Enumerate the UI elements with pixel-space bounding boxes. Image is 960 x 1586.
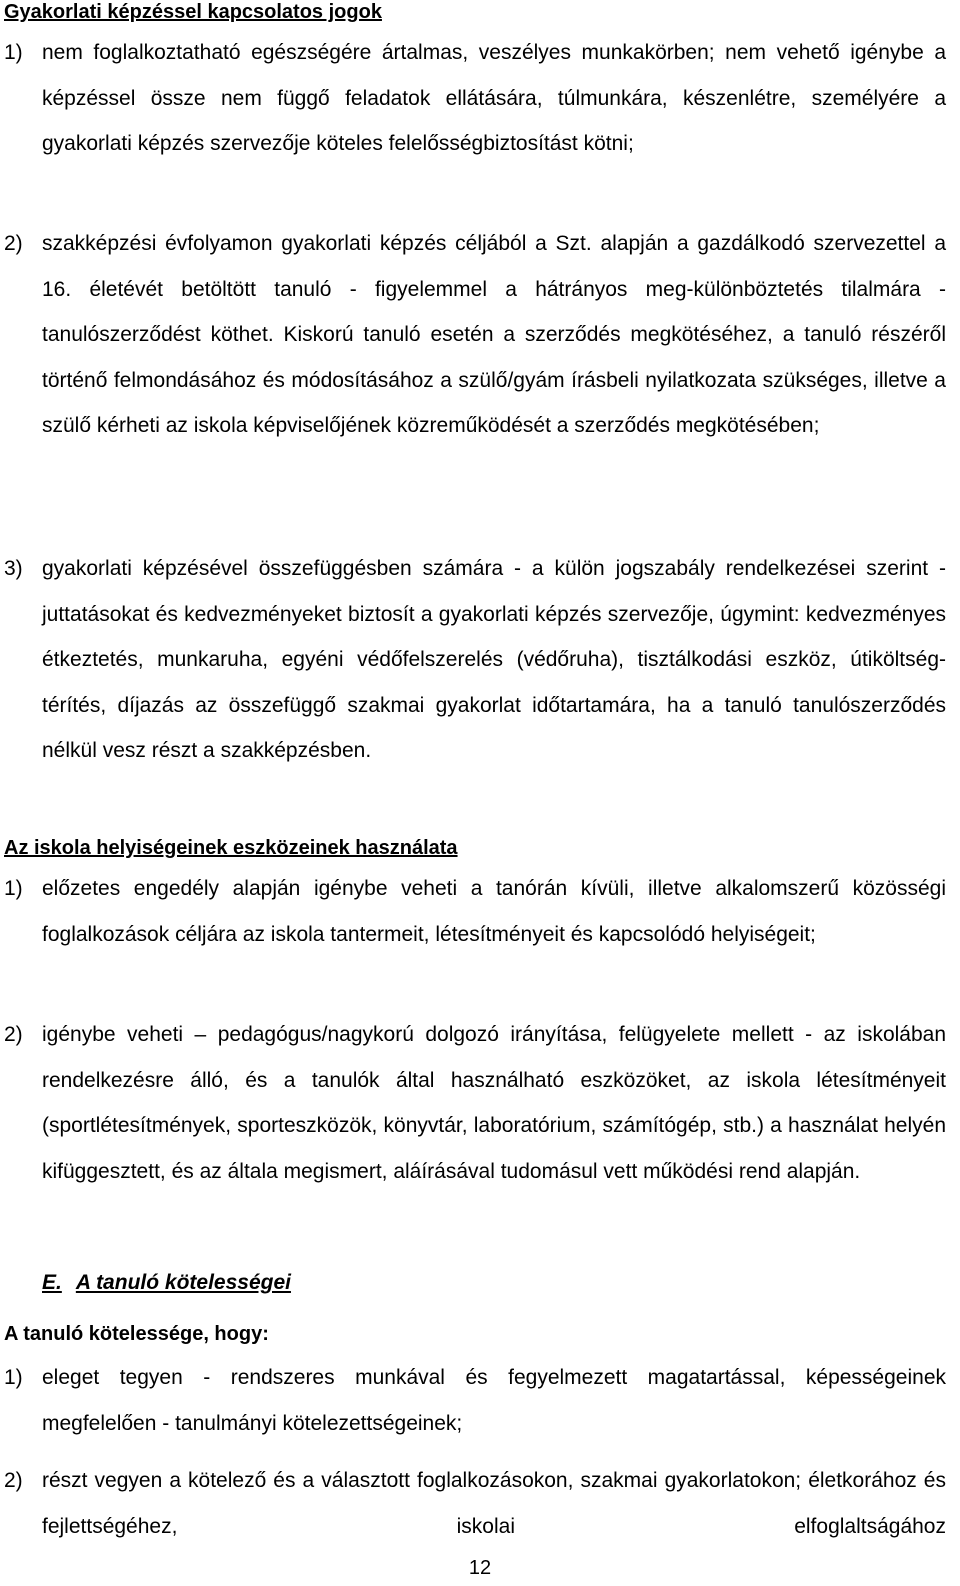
list-item	[0, 221, 946, 449]
subheading: A tanuló kötelessége, hogy:	[4, 1323, 269, 1345]
list-item-text: előzetes engedély alapján igénybe veheti a tanórán kívüli, illetve alkalomszerű közösségi foglalkozások céljára az iskola tantermeit, létesítményeit és kapcsolódó helyiségeit;	[42, 877, 946, 946]
list-item	[0, 1012, 946, 1194]
list-item-number: 1)	[4, 877, 23, 900]
section-name: A tanuló kötelességei	[75, 1271, 291, 1294]
list-item-text: eleget tegyen - rendszeres munkával és fegyelmezett magatartással, képességeinek megfelelően - tanulmányi kötelezettségeinek;	[42, 1366, 946, 1435]
list-item-number: 2)	[4, 1469, 23, 1492]
list-item-number: 2)	[4, 232, 23, 255]
list-item	[0, 1458, 946, 1549]
section-heading-practical-training-rights: Gyakorlati képzéssel kapcsolatos jogok	[4, 1, 382, 23]
list-item-text: gyakorlati képzésével összefüggésben számára - a külön jogszabály rendelkezései szerint - juttatásokat és kedvezményeket biztosít a gyakorlati képzés szervezője, úgymint: kedvezményes étkeztetés, munkaruha, egyéni védőfelszerelés (védőruha), tisztálkodási eszköz, útiköltség-térítés, díjazás az összefüggő szakmai gyakorlat időtartamára, ha a tanuló tanulószerződés nélkül vesz részt a szakképzésben.	[42, 557, 946, 762]
list-item	[0, 1355, 946, 1446]
section-title	[42, 1270, 291, 1296]
list-item-number: 2)	[4, 1023, 23, 1046]
list-item-number: 3)	[4, 557, 23, 580]
list-item-text: nem foglalkoztatható egészségére ártalmas, veszélyes munkakörben; nem vehető igénybe a képzéssel össze nem függő feladatok ellátására, túlmunkára, készenlétre, személyére a gyakorlati képzés szervezője köteles felelősségbiztosítást kötni;	[42, 41, 946, 155]
list-item-text: részt vegyen a kötelező és a választott foglalkozásokon, szakmai gyakorlatokon; életkorához és fejlettségéhez, iskolai elfoglaltságához	[42, 1469, 946, 1538]
list-item-text: szakképzési évfolyamon gyakorlati képzés céljából a Szt. alapján a gazdálkodó szervezettel a 16. életévét betöltött tanuló - figyelemmel a hátrányos meg-különböztetés tilalmára - tanulószerződést köthet. Kiskorú tanuló esetén a szerződés megkötéséhez, a tanuló részéről történő felmondásához és módosításához a szülő/gyám írásbeli nyilatkozata szükséges, illetve a szülő kérheti az iskola képviselőjének közreműködését a szerződés megkötésében;	[42, 232, 946, 437]
page-number: 12	[468, 1557, 492, 1579]
list-item	[0, 546, 946, 774]
list-item-number: 1)	[4, 1366, 23, 1389]
list-item-text: igénybe veheti – pedagógus/nagykorú dolgozó irányítása, felügyelete mellett - az iskolában rendelkezésre álló, és a tanulók által használható eszközöket, az iskola létesítményeit (sportlétesítmények, sporteszközök, könyvtár, laboratórium, számítógép, stb.) a használat helyén kifüggesztett, és az általa megismert, aláírásával tudomásul vett működési rend alapján.	[42, 1023, 946, 1183]
list-item-number: 1)	[4, 41, 23, 64]
list-item	[0, 866, 946, 957]
list-item	[0, 2, 946, 167]
section-heading-school-facilities: Az iskola helyiségeinek eszközeinek használata	[4, 837, 458, 859]
section-letter: E.	[42, 1271, 62, 1294]
